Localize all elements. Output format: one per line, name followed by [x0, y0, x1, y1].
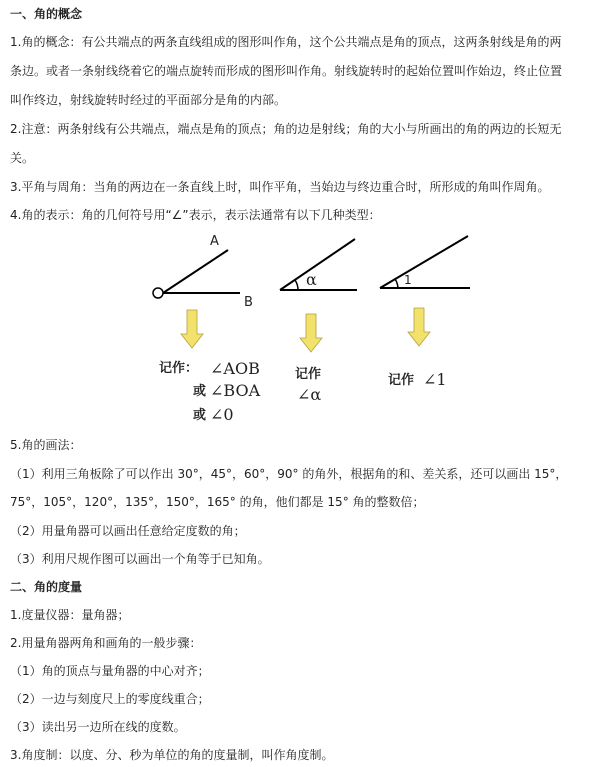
angle-1-arc — [395, 279, 398, 288]
fig1-notations — [159, 359, 261, 424]
ray-oa — [163, 250, 228, 293]
concept-paragraph-line-3: 叫作终边，射线旋转时经过的平面部分是角的内部。 — [10, 93, 287, 107]
concept-paragraph-line-1: 1.角的概念：有公共端点的两条直线组成的图形叫作角，这个公共端点是角的顶点，这两条射线是角的两 — [10, 35, 562, 49]
fig3-notations — [388, 370, 447, 389]
angle-1-diagram — [380, 236, 470, 288]
fig1-or-1: 或 — [193, 384, 207, 399]
down-arrow-3 — [408, 308, 430, 346]
down-arrow-2 — [300, 314, 322, 352]
label-b: B — [244, 295, 253, 310]
fig1-notation-boa: ∠BOA — [210, 381, 261, 400]
straight-angle-paragraph: 3.平角与周角：当角的两边在一条直线上时，叫作平角，当始边与终边重合时，所形成的角叫作周角。 — [10, 180, 550, 194]
measuring-steps-heading: 2.用量角器两角和画角的一般步骤： — [10, 636, 202, 650]
angle-alpha-diagram — [280, 239, 357, 290]
fig1-notation-o: ∠0 — [210, 405, 234, 424]
label-a: A — [210, 234, 219, 249]
angle-aob-diagram — [152, 234, 253, 310]
drawing-item-2: （2）用量角器可以画出任意给定度数的角； — [10, 524, 246, 538]
fig2-notation-alpha: ∠α — [297, 385, 322, 404]
ray-alpha-upper — [280, 239, 355, 290]
fig1-notation-aob: ∠AOB — [210, 359, 260, 378]
ray-1-upper — [380, 236, 468, 288]
note-paragraph-line-1: 2.注意：两条射线有公共端点，端点是角的顶点；角的边是射线；角的大小与所画出的角的两边的长短无 — [10, 122, 562, 136]
section-1-heading: 一、角的概念 — [10, 7, 83, 21]
fig2-notations — [295, 366, 321, 404]
measuring-step-3: （3）读出另一边所在线的度数。 — [10, 720, 186, 734]
concept-paragraph-line-2: 条边。或者一条射线绕着它的端点旋转而形成的图形叫作角。射线旋转时的起始位置叫作始边，终止位置 — [10, 64, 563, 78]
fig2-notation-prefix: 记作 — [295, 367, 322, 382]
drawing-item-1-line-2: 75°，105°，120°，135°，150°，165° 的角，他们都是 15° 角的整数倍； — [10, 495, 425, 509]
label-o: O — [152, 288, 161, 301]
down-arrow-1 — [181, 310, 203, 348]
measuring-step-2: （2）一边与刻度尺上的零度线重合； — [10, 692, 210, 706]
drawing-heading: 5.角的画法： — [10, 438, 82, 452]
label-1: 1 — [404, 273, 412, 287]
label-alpha: α — [306, 270, 317, 289]
measuring-instrument: 1.度量仪器：量角器； — [10, 608, 130, 622]
alpha-arc — [295, 280, 298, 290]
fig1-notation-prefix: 记作： — [159, 361, 199, 376]
fig3-notation-1: ∠1 — [423, 370, 447, 389]
angle-notation-figure — [0, 222, 606, 430]
fig1-or-2: 或 — [193, 408, 207, 423]
fig3-notation-prefix: 记作 — [388, 373, 415, 388]
notation-paragraph: 4.角的表示：角的几何符号用“∠”表示，表示法通常有以下几种类型： — [10, 208, 381, 222]
drawing-item-3: （3）利用尺规作图可以画出一个角等于已知角。 — [10, 552, 270, 566]
section-2-heading: 二、角的度量 — [10, 580, 83, 594]
degree-system: 3.角度制：以度、分、秒为单位的角的度量制，叫作角度制。 — [10, 748, 334, 762]
measuring-step-1: （1）角的顶点与量角器的中心对齐； — [10, 664, 210, 678]
note-paragraph-line-2: 关。 — [10, 151, 35, 165]
drawing-item-1-line-1: （1）利用三角板除了可以作出 30°，45°，60°，90° 的角外，根据角的和、差关系，还可以画出 15°， — [10, 467, 568, 481]
